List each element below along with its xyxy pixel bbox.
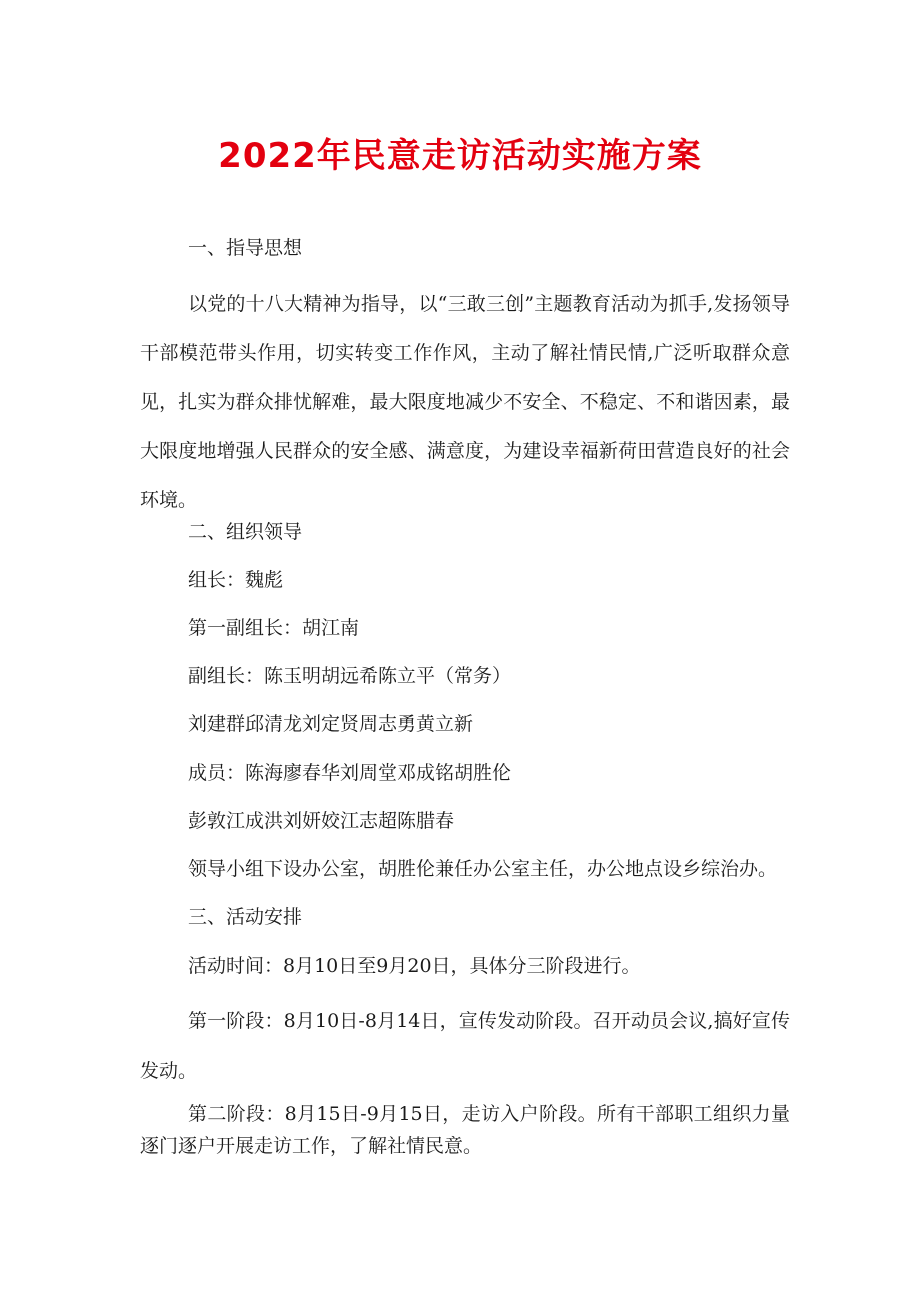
deputies-line-1: 副组长：陈玉明胡远希陈立平（常务）	[188, 665, 512, 687]
members-line-1: 成员：陈海廖春华刘周堂邓成铭胡胜伦	[188, 762, 512, 784]
phase-1-paragraph: 第一阶段：8月10日-8月14日，宣传发动阶段。召开动员会议,搞好宣传发动。	[140, 1010, 790, 1082]
office-note: 领导小组下设办公室，胡胜伦兼任办公室主任，办公地点设乡综治办。	[188, 858, 778, 880]
activity-time-line: 活动时间：8月10日至9月20日，具体分三阶段进行。	[188, 955, 641, 977]
members-line-2: 彭敦江成洪刘妍姣江志超陈腊春	[188, 810, 455, 832]
section-body-guiding-thought: 以党的十八大精神为指导，以“三敢三创”主题教育活动为抓手,发扬领导干部模范带头作用，切实转变工作作风，主动了解社情民情,广泛听取群众意见，扎实为群众排忧解难，最大限度地减少不安全、不稳定、不和谐因素，最大限度地增强人民群众的安全感、满意度，为建设幸福新荷田营造良好的社会环境。	[140, 293, 790, 511]
section-heading-organization: 二、组织领导	[188, 521, 303, 543]
leader-line: 组长：魏彪	[188, 569, 284, 591]
phase-2-paragraph: 第二阶段：8月15日-9月15日，走访入户阶段。所有干部职工组织力量逐门逐户开展走访工作，了解社情民意。	[140, 1103, 790, 1157]
document-title: 2022年民意走访活动实施方案	[218, 136, 702, 176]
deputies-line-2: 刘建群邱清龙刘定贤周志勇黄立新	[188, 713, 474, 735]
section-heading-activity: 三、活动安排	[188, 906, 303, 928]
section-heading-guiding-thought: 一、指导思想	[188, 237, 303, 259]
first-deputy-line: 第一副组长：胡江南	[188, 617, 360, 639]
